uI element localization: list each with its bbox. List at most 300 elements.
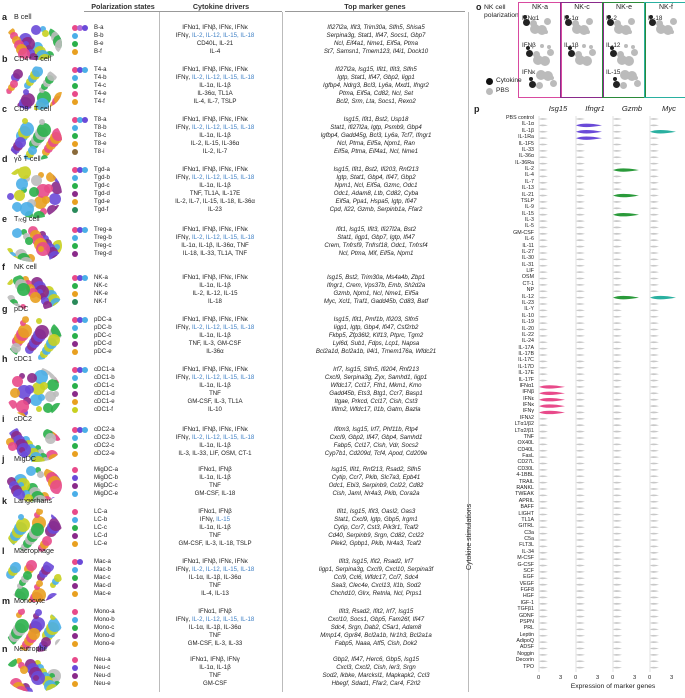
cell-type-label: Macrophage	[14, 546, 54, 555]
marker-genes: Irf7, Isg15, Slfn5, Ifi204, Rnf213	[333, 366, 419, 373]
violin-Ifngr1-IFNγ	[576, 412, 585, 414]
state-color-dots	[72, 149, 94, 156]
driver-text: TNF	[209, 390, 221, 397]
driver-text: TNF	[209, 672, 221, 679]
violin-Gzmb-TSLP	[613, 201, 622, 203]
state-color-dots	[72, 167, 94, 174]
state-color-dots	[72, 325, 94, 332]
marker-genes: Stat1, Iigp1, Gbp7, Igtp, Ifi47	[337, 234, 415, 241]
violin-Ifngr1-IL-5	[576, 227, 585, 229]
marker-genes: Fabp5, Ccl17, Cish, Vdr, Socs2	[333, 442, 419, 449]
violin-Ifngr1-IL-2	[576, 169, 585, 171]
violin-Isg15-LTα1/β2	[539, 424, 548, 426]
violin-Ifngr1-IL-24	[576, 341, 585, 343]
violin-Isg15-TPO	[539, 667, 548, 669]
state-color-dots	[72, 141, 94, 148]
driver-text: IFNα1, IFNβ, IFNε, IFNκ	[182, 24, 248, 31]
violin-Isg15-IL-34	[539, 552, 548, 554]
marker-genes: Igtp, Stat1, Ifi47, Gbp2, Iigp1	[337, 74, 415, 81]
stimulation-label: TGFβ1	[517, 606, 534, 613]
stimulation-label: IL-36α	[518, 153, 534, 160]
state-color-dots	[72, 673, 94, 680]
violin-Gzmb-LIGHT	[613, 514, 622, 516]
driver-text: GM-CSF	[202, 680, 228, 687]
violin-Isg15-IL-24	[539, 341, 548, 343]
stimulation-label: TWEAK	[515, 491, 534, 498]
violin-Gzmb-OSM	[613, 278, 622, 280]
violin-Ifngr1-PRL	[576, 628, 585, 630]
state-name: Treg-c	[94, 242, 112, 249]
driver-text: IL-2, IL-15, IL-36α	[190, 140, 240, 147]
cytokine-drivers	[155, 442, 275, 450]
state-color-dots	[72, 91, 94, 98]
state-row	[72, 298, 468, 306]
violin-Ifngr1-IL-1F5	[576, 144, 585, 146]
violin-Ifngr1-SCF	[576, 571, 585, 573]
violin-Myc-IGF-1	[650, 603, 659, 605]
marker-genes: Igfbp4, Ndrg3, Bcl3, Ly6a, Mxd1, Ifngr2	[323, 82, 429, 89]
cytokine-drivers	[155, 148, 275, 156]
violin-Isg15-IL-1Ra	[539, 137, 548, 139]
violin-Gzmb-C5a	[613, 539, 622, 541]
driver-text: IL-1α, IL-1β	[199, 332, 231, 339]
cytokine-drivers	[155, 616, 275, 624]
violin-Ifngr1-IL-17E	[576, 373, 585, 375]
violin-Isg15-APRIL	[539, 501, 548, 503]
marker-genes: Stat1, Ifi27l2a, Igtp, Psmb9, Gbp4	[330, 124, 422, 131]
marker-genes: Crem, Tnfrsf9, Tnfrsf18, Odc1, Tnfrsf4	[324, 242, 428, 249]
violin-Isg15-IL-5	[539, 227, 548, 229]
violin-Ifngr1-C5a	[576, 539, 585, 541]
state-color-dots	[72, 299, 94, 306]
violin-Myc-IL-7	[650, 182, 659, 184]
state-name: LC-a	[94, 508, 108, 515]
marker-genes: St7, Samsn1, Tmem123, Il4i1, Dock10	[323, 48, 429, 55]
violin-Gzmb-IL-36α	[613, 156, 622, 158]
violin-Myc-IL-1F5	[650, 144, 659, 146]
violin-Isg15-G-CSF	[539, 565, 548, 567]
violin-Isg15-NP	[539, 290, 548, 292]
state-row	[72, 656, 468, 664]
state-color-dots	[72, 583, 94, 590]
violin-Myc-IL-6	[650, 239, 659, 241]
marker-genes: Odc1, Ebi3, Serpinb9, Ccl22, Cd82	[328, 482, 424, 489]
violin-Myc-IL-36α	[650, 156, 659, 158]
violin-Myc-GDNF	[650, 616, 659, 618]
violin-Ifngr1-IL-1Ra	[576, 136, 602, 139]
state-name: Mac-c	[94, 574, 111, 581]
violin-Ifngr1-IL-17B	[576, 354, 585, 356]
state-color-dots	[72, 175, 94, 182]
state-name: cDC2-a	[94, 426, 115, 433]
state-name: NK-c	[94, 282, 108, 289]
driver-text: IL-2, IL-12, IL-15	[192, 290, 238, 297]
marker-genes: Isg15, Ifit1, Pmf1b, Ifi203, Slfn5	[333, 316, 419, 323]
violin-Isg15-ADSF	[539, 648, 548, 650]
cytokine-drivers	[155, 40, 275, 48]
driver-text: IL-4	[209, 48, 221, 55]
driver-text: IFNα1, IFNβ, IFNε, IFNκ	[182, 274, 248, 281]
violin-Ifngr1-IL-17F	[576, 380, 585, 382]
state-name: Tgd-c	[94, 182, 110, 189]
cell-type-label: Tᵣₑg cell	[14, 214, 40, 223]
state-row	[72, 624, 468, 632]
state-name: NK-a	[94, 274, 108, 281]
state-row	[72, 566, 468, 574]
violin-Ifngr1-LTα2/β1	[576, 431, 585, 433]
violin-Gzmb-NP	[613, 290, 622, 292]
violin-Isg15-IL-17E	[539, 373, 548, 375]
violin-Gzmb-IFNβ	[613, 392, 622, 394]
y-axis-label: Cytokine stimulations	[466, 503, 473, 570]
stimulation-label: PRL	[523, 625, 534, 632]
state-color-dots	[72, 625, 94, 632]
violin-Myc-GITRL	[650, 526, 659, 528]
state-name: Mono-d	[94, 632, 115, 639]
violin-Ifngr1-EGF	[576, 577, 585, 579]
violin-Gzmb-IFNλ2	[613, 418, 622, 420]
violin-Myc-IL-21	[650, 195, 659, 197]
marker-genes: Fkbp5, Zfp36l2, Klf13, Ptprc, Tgm2	[328, 332, 424, 339]
marker-genes: Myc, Xcl1, Traf1, Gadd45b, Cd83, Batf	[323, 298, 429, 305]
state-row	[72, 374, 468, 382]
violin-Isg15-IL-9	[539, 207, 548, 209]
state-row	[72, 466, 468, 474]
state-row	[72, 282, 468, 290]
stimulation-label: LIF	[526, 268, 534, 275]
nk-stim-label: IL-15	[606, 69, 621, 76]
state-row	[72, 234, 468, 242]
state-color-dots	[72, 243, 94, 250]
cell-type-label: pDC	[14, 304, 29, 313]
cytokine-drivers	[155, 382, 275, 390]
x-tick-label: 3	[596, 675, 600, 681]
driver-text: IFNγ,	[175, 434, 192, 441]
violin-Gzmb-IL-15	[613, 213, 639, 216]
stimulation-label: IFNλ2	[519, 414, 534, 421]
cytokine-drivers	[155, 174, 275, 182]
panel-letter: c	[2, 104, 8, 114]
driver-text: IFNγ,	[175, 324, 192, 331]
violin-Ifngr1-IL-36α	[576, 156, 585, 158]
cell-type-label: CD4⁺ T cell	[14, 54, 52, 63]
violin-Isg15-IL-1β	[539, 131, 548, 133]
driver-text-highlight: IL-2, IL-12, IL-15, IL-18	[191, 616, 255, 623]
state-color-dots	[72, 681, 94, 688]
marker-genes: Plek2, Gpbp1, Pkib, Nr4a3, Tcaf2	[330, 540, 422, 547]
violin-Isg15-AdipoQ	[539, 641, 548, 643]
state-color-dots	[72, 49, 94, 56]
violin-Ifngr1-OSM	[576, 278, 585, 280]
panel-letter: h	[2, 354, 8, 364]
state-name: Neu-a	[94, 656, 111, 663]
violin-Myc-LIGHT	[650, 514, 659, 516]
violin-Myc-C5a	[650, 539, 659, 541]
stimulation-label: OX40L	[517, 440, 534, 447]
violin-Gzmb-BAFF	[613, 507, 622, 509]
violin-Ifngr1-IL-31	[576, 265, 585, 267]
violin-Myc-IL-34	[650, 552, 659, 554]
panel-letter: n	[2, 644, 8, 654]
violin-Ifngr1-Leptin	[576, 635, 585, 637]
cytokine-drivers	[155, 32, 275, 40]
state-name: cDC2-c	[94, 442, 115, 449]
stimulation-label: GDNF	[518, 612, 534, 619]
state-name: NK-f	[94, 298, 107, 305]
violin-Ifngr1-HGF	[576, 597, 585, 599]
violin-Isg15-TGFβ1	[539, 609, 548, 611]
violin-Gzmb-M-CSF	[613, 558, 622, 560]
violin-Myc-IFNε	[650, 399, 659, 401]
state-color-dots	[72, 491, 94, 498]
violin-Myc-Noggin	[650, 654, 659, 656]
state-name: NK-e	[94, 290, 108, 297]
cytokine-drivers	[155, 508, 275, 516]
state-name: pDC-e	[94, 348, 112, 355]
violin-Ifngr1-IL-12	[576, 297, 585, 299]
cytokine-drivers	[155, 332, 275, 340]
state-row	[72, 450, 468, 458]
state-color-dots	[72, 75, 94, 82]
stimulation-label: 4-1BBL	[516, 472, 534, 479]
cytokine-drivers	[155, 234, 275, 242]
stimulation-label: IL-1α	[521, 121, 534, 128]
state-color-dots	[72, 641, 94, 648]
violin-Ifngr1-AdipoQ	[576, 641, 585, 643]
stimulation-label: VEGF	[519, 580, 534, 587]
nk-stim-label: IL-2	[606, 15, 617, 22]
violin-Myc-IL-3	[650, 220, 659, 222]
violin-Isg15-IGF-1	[539, 603, 548, 605]
cytokine-drivers	[155, 680, 275, 688]
state-name: Tgd-b	[94, 174, 110, 181]
state-row	[72, 66, 468, 74]
violin-Myc-IL-17A	[650, 348, 659, 350]
cytokine-drivers	[155, 324, 275, 332]
panel-letter: i	[2, 414, 5, 424]
violin-Isg15-FGF8	[539, 590, 548, 592]
violin-Ifngr1-Decorin	[576, 660, 585, 662]
cytokine-drivers	[155, 390, 275, 398]
cytokine-drivers	[155, 582, 275, 590]
violin-Isg15-IL-17B	[539, 354, 548, 356]
violin-Gzmb-IL-24	[613, 341, 622, 343]
state-color-dots	[72, 125, 94, 132]
marker-genes: Isg15, Bst2, Trim30a, Ms4a4b, Zbp1	[326, 274, 426, 281]
violin-Ifngr1-IGF-1	[576, 603, 585, 605]
state-name: T8-c	[94, 132, 107, 139]
marker-genes: Ncl, Ptma, Eif5a, Npm1, Ran	[337, 140, 415, 147]
cytokine-drivers	[155, 250, 275, 258]
nk-stim-label: IL-1α	[564, 15, 579, 22]
driver-text: IFNγ,	[175, 566, 192, 573]
state-name: cDC1-c	[94, 382, 115, 389]
cytokine-drivers	[155, 482, 275, 490]
state-row	[72, 590, 468, 598]
stimulation-label: Noggin	[517, 650, 534, 657]
driver-text: IFNγ,	[175, 174, 192, 181]
stimulation-label: LTα2/β1	[514, 427, 534, 434]
marker-genes: Iigp1, Serpina3g, Cxcl9, Cxcl10, Serpina3f	[318, 566, 434, 573]
violin-Ifngr1-CD30L	[576, 469, 585, 471]
state-name: pDC-d	[94, 340, 112, 347]
violin-Isg15-CD30L	[539, 469, 548, 471]
violin-Gzmb-OX40L	[613, 443, 622, 445]
driver-text: IL-1α, IL-1β	[199, 382, 231, 389]
violin-Isg15-CD27L	[539, 463, 548, 465]
stimulation-label: IL-10	[521, 312, 534, 319]
violin-Myc-TSLP	[650, 201, 659, 203]
violin-Myc-LIF	[650, 271, 659, 273]
violin-Gzmb-IL-17C	[613, 361, 622, 363]
cytokine-drivers	[155, 190, 275, 198]
stimulation-label: IL-23	[521, 300, 534, 306]
state-color-dots	[72, 451, 94, 458]
driver-text: TNF	[209, 532, 221, 539]
state-row	[72, 226, 468, 234]
driver-text: IL-23	[208, 206, 222, 213]
state-row	[72, 48, 468, 56]
violin-Gzmb-IL-13	[613, 188, 622, 190]
state-name: Mono-a	[94, 608, 115, 615]
cell-type-label: MigDC	[14, 454, 36, 463]
violin-Myc-IL-27	[650, 252, 659, 254]
nk-stim-label: IFNβ	[522, 42, 536, 49]
violin-Myc-IL-12	[650, 296, 676, 299]
violin-Gzmb-CT-1	[613, 284, 622, 286]
violin-Myc-IL-13	[650, 188, 659, 190]
violin-Gzmb-TNF	[613, 437, 622, 439]
marker-genes: Ifit1, Isg15, Ifit3, Oasl2, Oas3	[336, 508, 416, 515]
nk-box-nk-a	[518, 2, 562, 98]
state-row	[72, 40, 468, 48]
violin-Myc-TPO	[650, 667, 659, 669]
x-axis-label: Expression of marker genes	[570, 683, 656, 690]
cytokine-drivers	[155, 566, 275, 574]
cytokine-drivers	[155, 366, 275, 374]
violin-Myc-ADSF	[650, 648, 659, 650]
state-name: Mono-e	[94, 640, 115, 647]
violin-Ifngr1-IL-33	[576, 150, 585, 152]
state-row	[72, 190, 468, 198]
violin-Gzmb-IL-5	[613, 227, 622, 229]
cytokine-drivers	[155, 198, 275, 206]
state-color-dots	[72, 407, 94, 414]
legend-item-pbs: PBS	[486, 86, 522, 96]
stimulation-label: Leptin	[519, 631, 534, 638]
cytokine-drivers	[155, 298, 275, 306]
violin-Myc-IL-36Ra	[650, 163, 659, 165]
violin-Gzmb-IL-31	[613, 265, 622, 267]
violin-Isg15-IL-21	[539, 195, 548, 197]
stimulation-label: IL-2	[524, 166, 534, 173]
violin-Ifngr1-IL-6	[576, 239, 585, 241]
stimulation-label: IL-4	[524, 172, 534, 179]
cell-type-label: γδ T cell	[14, 154, 41, 163]
stimulation-label: CD27L	[517, 459, 534, 466]
violin-Myc-GM-CSF	[650, 233, 659, 235]
stimulation-label: IL-Y	[524, 306, 534, 313]
panel-letter: d	[2, 154, 8, 164]
driver-text: IL-1α, IL-1β	[199, 82, 231, 89]
violin-Ifngr1-IL-30	[576, 258, 585, 260]
violin-Isg15-IL-4	[539, 176, 548, 178]
driver-text: IFNγ,	[175, 124, 192, 131]
violin-Myc-PRL	[650, 628, 659, 630]
state-color-dots	[72, 235, 94, 242]
x-tick-label: 0	[537, 675, 541, 681]
stimulation-label: PBS control	[506, 115, 534, 121]
state-color-dots	[72, 525, 94, 532]
cytokine-drivers	[155, 348, 275, 356]
stimulation-label: BAFF	[520, 504, 534, 511]
marker-genes: Cxcl9, Gbp2, Ifi47, Gbp4, Samhd1	[329, 434, 423, 441]
state-name: T4-c	[94, 82, 107, 89]
state-color-dots	[72, 533, 94, 540]
violin-Gzmb-FasL	[613, 456, 622, 458]
header-cytokine-drivers: Cytokine drivers	[160, 2, 282, 12]
violin-Myc-IL-23	[650, 303, 659, 305]
cytokine-drivers	[155, 206, 275, 214]
divider	[468, 12, 469, 692]
violin-Gzmb-IL-10	[613, 316, 622, 318]
violin-Isg15-IFNβ	[539, 392, 565, 395]
violin-Isg15-IL-3	[539, 220, 548, 222]
violin-Isg15-IFNλ2	[539, 418, 548, 420]
violin-Myc-TL1A	[650, 520, 659, 522]
stimulation-label: IL-19	[521, 319, 534, 326]
violin-Gzmb-IL-30	[613, 258, 622, 260]
driver-text: IFNα1, IFNβ	[198, 466, 232, 473]
violin-Isg15-CT-1	[539, 284, 548, 286]
violin-Myc-IL-5	[650, 227, 659, 229]
violin-Myc-IL-1Ra	[650, 137, 659, 139]
marker-genes: Hbegf, Sdad1, Ffar2, Car4, F2rl2	[331, 680, 421, 687]
driver-text: IFNα1, IFNβ, IFNε, IFNκ	[182, 166, 248, 173]
violin-Ifngr1-IL-21	[576, 195, 585, 197]
panel-letter: b	[2, 54, 8, 64]
stimulation-label: OSM	[521, 274, 534, 281]
stimulation-label: GITRL	[518, 523, 534, 530]
driver-text: IL-18	[208, 298, 222, 305]
cytokine-drivers	[155, 290, 275, 298]
violin-Isg15-Leptin	[539, 635, 548, 637]
state-name: LC-e	[94, 540, 108, 547]
x-tick-label: 3	[670, 675, 674, 681]
marker-genes: Bcl2, Srm, Lta, Socs1, Rexo2	[336, 98, 416, 105]
driver-text: IL-1α, IL-1β	[199, 524, 231, 531]
violin-Ifngr1-TWEAK	[576, 494, 585, 496]
violin-Myc-TGFβ1	[650, 609, 659, 611]
cytokine-drivers	[155, 466, 275, 474]
state-color-dots	[72, 133, 94, 140]
driver-text: IFNα1, IFNβ, IFNε, IFNκ	[182, 116, 248, 123]
violin-Gzmb-C3a	[613, 533, 622, 535]
violin-Myc-IL-1α	[650, 124, 659, 126]
marker-genes: Itgae, Prkcd, Ccl17, Cish, Cst3	[334, 398, 418, 405]
cytokine-drivers	[155, 608, 275, 616]
state-color-dots	[72, 633, 94, 640]
violin-Isg15-IL-22	[539, 335, 548, 337]
state-name: T4-b	[94, 74, 107, 81]
state-name: Neu-c	[94, 664, 111, 671]
stimulation-label: PSPN	[519, 618, 534, 625]
marker-genes: Gadd45b, Ets3, Btg1, Ccr7, Basp1	[329, 390, 423, 397]
violin-Ifngr1-IFNε	[576, 399, 585, 401]
violin-Ifngr1-C3a	[576, 533, 585, 535]
violin-Isg15-IL-33	[539, 150, 548, 152]
violin-Ifngr1-TGFβ1	[576, 609, 585, 611]
